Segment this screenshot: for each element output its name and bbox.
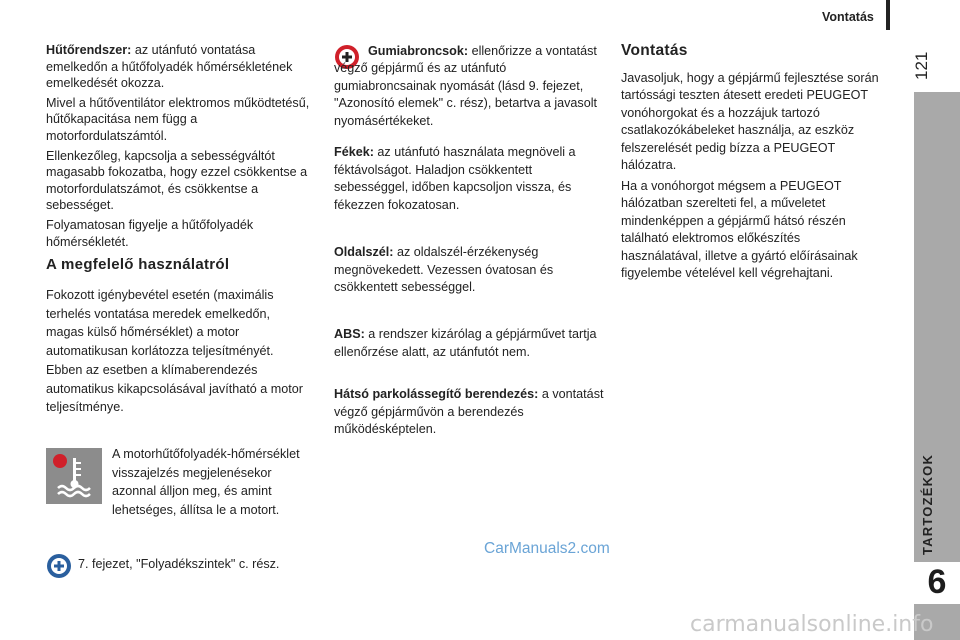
towing-heading: Vontatás — [621, 42, 688, 59]
column-left — [46, 42, 316, 250]
header-divider — [886, 0, 890, 30]
watermark-carmanualsonline: carmanualsonline.info — [690, 612, 934, 637]
plus-circle-icon — [46, 553, 72, 579]
usage-paragraph: Fokozott igénybevétel esetén (maximális terhelés vontatása meredek emelkedőn, magas külső hőmérséklet) a motor automatikusan korlátozza teljesítményét. Ebben az esetben a klímaberendezés automatikus kikapcsolásával javítható a motor teljesítménye. — [46, 288, 303, 415]
brakes-paragraph — [334, 144, 606, 214]
crosswind-text: az oldalszél-érzékenység megnövekedett. Vezessen óvatosan és csökkentett sebességgel. — [334, 245, 554, 295]
crosswind-paragraph — [334, 244, 606, 297]
tyres-text: ellenőrizze a vontatást végző gépjármű és az utánfutó gumiabroncsainak nyomását (lásd 9. fejezet, "Azonosító elemek" c. rész), betartva a javasolt nyomásértékeket. — [334, 44, 598, 128]
chapter-title: TARTOZÉKOK — [920, 453, 935, 555]
abs-label: ABS: — [334, 327, 365, 341]
towing-paragraph-2: Ha a vonóhorgot mégsem a PEUGEOT hálózatban szerelteti fel, a műveletet mindenképpen a gépjármű hátsó részén található elektromos előkészítés használatával, illetve a gyártó előírásainak figyelembe vételével kell végrehajtani. — [621, 179, 858, 281]
parking-paragraph — [334, 386, 606, 439]
warning-text: A motorhűtőfolyadék-hőmérséklet visszajelzés megjelenésekor azonnal álljon meg, és amint lehetséges, állítsa le a motort. — [112, 447, 300, 517]
coolant-temperature-warning-icon — [46, 448, 102, 504]
cooling-label: Hűtőrendszer: — [46, 43, 132, 57]
abs-text: a rendszer kizárólag a gépjárművet tartja ellenőrzése alatt, az utánfutót nem. — [334, 327, 597, 359]
fan-paragraph: Mivel a hűtőventilátor elektromos működtetésű, hűtőkapacitása nem függ a motorfordulatszámtól. — [46, 95, 310, 143]
chapter-number: 6 — [927, 563, 947, 601]
towing-paragraph-1: Javasoljuk, hogy a gépjármű fejlesztése során tartóssági teszten átesett eredeti PEUGEOT vonóhorgokat és a hozzájuk tartozó csatlakozókábeleket használja, az eszköz felszerelését pedig bízza a PEUGEOT hálózatra. — [621, 71, 879, 173]
parking-label: Hátsó parkolássegítő berendezés: — [334, 387, 539, 401]
brakes-text: az utánfutó használata megnöveli a féktávolságot. Haladjon csökkentett sebességgel, időben kapcsoljon vissza, és fékezzen fokozatosan. — [334, 145, 576, 212]
abs-paragraph — [334, 326, 606, 361]
parking-text: a vontatást végző gépjárművön a berendezés működésképtelen. — [334, 387, 604, 437]
gear-paragraph: Ellenkezőleg, kapcsolja a sebességváltót magasabb fokozatba, hogy ezzel csökkentse a motorfordulatszámot, és csökkentse a sebességet. — [46, 148, 308, 213]
usage-heading: A megfelelő használatról — [46, 256, 230, 273]
cooling-paragraph — [46, 42, 316, 92]
tyres-label: Gumiabroncsok: — [368, 44, 469, 58]
crosswind-label: Oldalszél: — [334, 245, 394, 259]
monitor-paragraph: Folyamatosan figyelje a hűtőfolyadék hőmérsékletét. — [46, 217, 254, 249]
watermark-carmanuals2: CarManuals2.com — [484, 540, 610, 557]
reference-text: 7. fejezet, "Folyadékszintek" c. rész. — [78, 557, 280, 571]
tyres-paragraph — [334, 43, 606, 130]
cooling-text: az utánfutó vontatása emelkedőn a hűtőfolyadék hőmérsékletének emelkedését okozza. — [46, 43, 293, 91]
brakes-label: Fékek: — [334, 145, 374, 159]
page-number: 121 — [912, 51, 931, 80]
section-title: Vontatás — [822, 10, 874, 24]
